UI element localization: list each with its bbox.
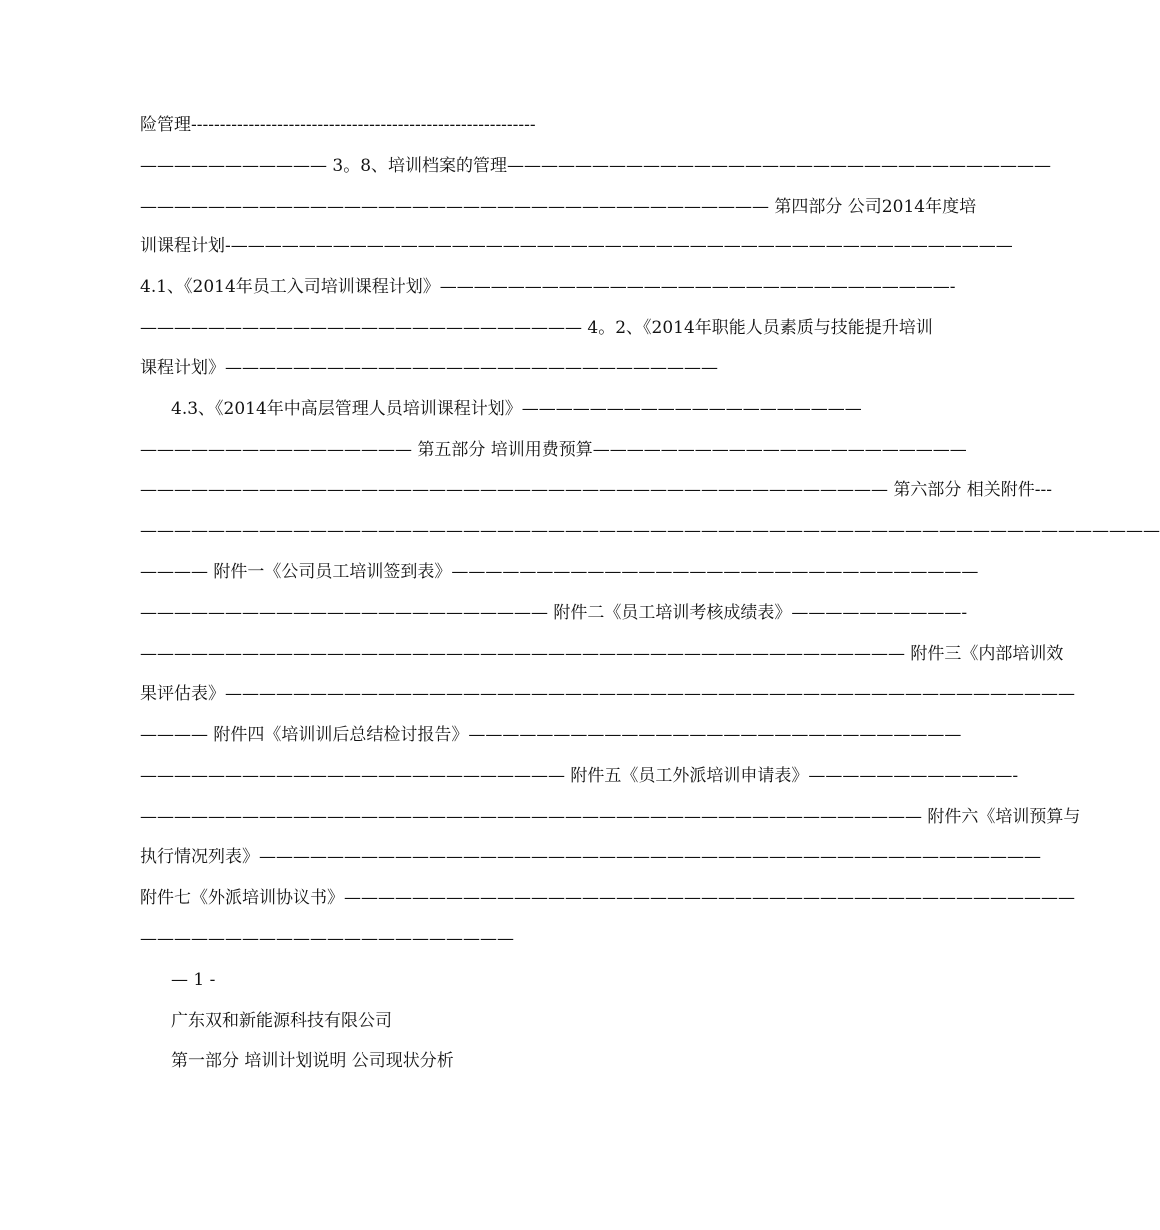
toc-line: 4.3、《2014年中高层管理人员培训课程计划》———————————————————— [171, 399, 862, 419]
company-name: 广东双和新能源科技有限公司 [171, 1011, 392, 1031]
toc-line: ——————————— 3。8、培训档案的管理———————————————————————————————— [140, 156, 1052, 176]
toc-line: 课程计划》————————————————————————————— [140, 358, 718, 378]
toc-line: ————————————————————————— 附件五《员工外派培训申请表》————————————- [140, 766, 1019, 786]
toc-line: ————————————————————————————————————————————— 附件三《内部培训效 [140, 644, 1064, 664]
toc-line: ————————————————————————————————————— 第四部分 公司2014年度培 [140, 197, 977, 217]
toc-line: 4.1、《2014年员工入司培训课程计划》——————————————————————————————- [140, 277, 956, 297]
toc-line: —————————————————————————————————————————————— 附件六《培训预算与 [140, 807, 1081, 827]
toc-line: ———— 附件一《公司员工培训签到表》——————————————————————————————— [140, 562, 979, 582]
toc-line: 训课程计划-—————————————————————————————————————————————— [140, 236, 1013, 256]
toc-line: ———————————————————————————————————————————— 第六部分 相关附件--- [140, 480, 1053, 500]
toc-line: —————————————————————— [140, 929, 514, 949]
toc-line: 附件七《外派培训协议书》——————————————————————————————————————————— [140, 888, 1075, 908]
toc-line: ———— 附件四《培训训后总结检讨报告》————————————————————————————— [140, 725, 962, 745]
toc-line: ———————————————— 第五部分 培训用费预算—————————————————————— [140, 440, 967, 460]
page-number: — 1 - [171, 970, 216, 990]
toc-line: ———————————————————————————————————————————————————————————— [140, 521, 1160, 541]
toc-line: 执行情况列表》—————————————————————————————————————————————— [140, 847, 1041, 867]
toc-line: —————————————————————————— 4。2、《2014年职能人员素质与技能提升培训 [140, 318, 933, 338]
section-heading: 第一部分 培训计划说明 公司现状分析 [171, 1051, 454, 1071]
toc-line: ———————————————————————— 附件二《员工培训考核成绩表》——————————- [140, 603, 968, 623]
toc-line: 险管理------------------------------------------------------------ [140, 115, 536, 135]
toc-line: 果评估表》—————————————————————————————————————————————————— [140, 684, 1075, 704]
